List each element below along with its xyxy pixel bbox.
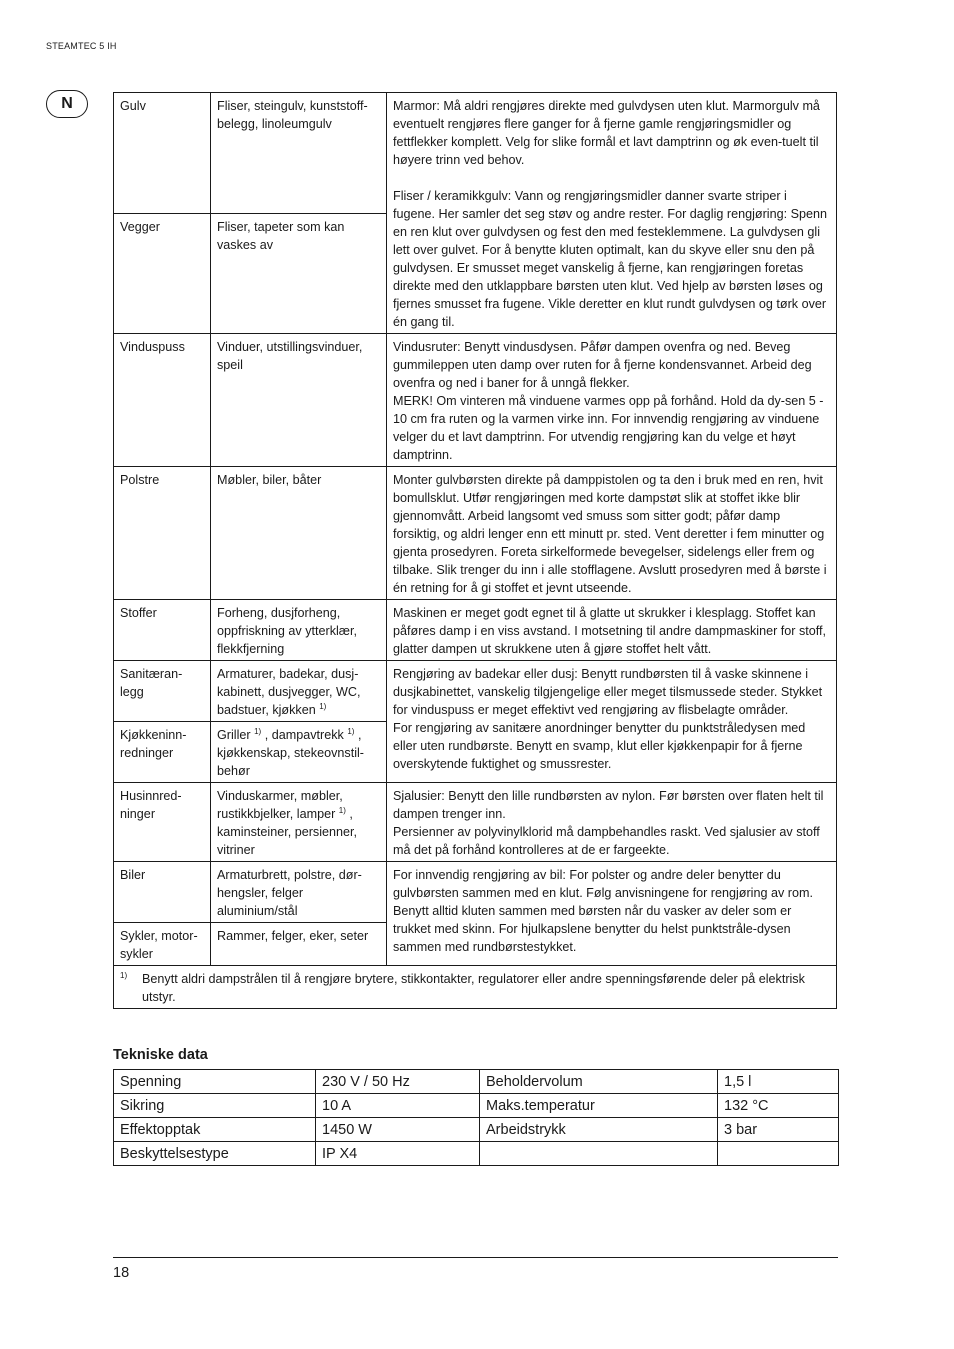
table-row	[114, 1070, 839, 1094]
footnote-ref: 1)	[254, 726, 262, 736]
footnote	[120, 970, 830, 1006]
area-cell: Biler	[114, 862, 211, 923]
notes-cell: Monter gulvbørsten direkte på damppistolen og ta den i bruk med en ren, hvit bomullsklut. Utfør rengjøringen med korte dampstøt slik at stoffet ikke blir gjennomvått. Arbeid langsomt ved smuss som sitter godt; påfør damp forsiktig, og aldri lenger enn ett minutt pr. sted. Vent deretter i fem minutter og gjenta prosedyren. Foreta sirkelformede bevegelser, sidelengs eller frem og tilbake. Slik trenger du inn i alle stofflagene. Avslutt prosedyren med å børste i én retning for å gi stoffet et jevnt utseende.	[387, 467, 837, 600]
surfaces-text: , kjøkkenskap, stekeovnstil-behør	[217, 728, 364, 778]
table-row	[114, 93, 837, 214]
notes-cell	[387, 93, 837, 334]
spec-label: Sikring	[114, 1094, 316, 1118]
footnote-ref: 1)	[319, 701, 327, 711]
note-paragraph: For rengjøring av sanitære anordninger benytter du punktstråledysen med eller uten rundbørste. Benytt en svamp, klut eller kjøkkenpapir for å fjerne overskytende fuktighet og smussrester.	[393, 721, 806, 771]
note-paragraph: MERK! Om vinteren må vinduene varmes opp på forhånd. Hold da dy-sen 5 - 10 cm fra ruten og la varmen virke inn. For innvendig rengjøring av vinduene velger du et lavt damptrinn. For utvendig rengjøring kan du velge et høyt damptrinn.	[393, 394, 824, 462]
language-badge: N	[46, 90, 88, 118]
footnote-mark: 1)	[120, 971, 128, 980]
table-row	[114, 661, 837, 722]
table-row	[114, 862, 837, 923]
spec-value: IP X4	[316, 1142, 480, 1166]
spec-label: Effektopptak	[114, 1118, 316, 1142]
surfaces-cell: Møbler, biler, båter	[211, 467, 387, 600]
surfaces-text: Vinduskarmer, møbler, rustikkbjelker, lamper	[217, 789, 343, 821]
note-paragraph: Vindusruter: Benytt vindusdysen. Påfør dampen ovenfra og ned. Beveg gummileppen uten damp over ruten for å fjerne kondensvannet. Arbeid deg ovenfra og ned i baner for å unngå flekker.	[393, 340, 812, 390]
area-cell: Kjøkkeninn-redninger	[114, 722, 211, 783]
table-row	[114, 783, 837, 862]
spec-value: 230 V / 50 Hz	[316, 1070, 480, 1094]
spec-value	[718, 1142, 839, 1166]
spec-label: Beskyttelsestype	[114, 1142, 316, 1166]
table-row	[114, 334, 837, 467]
surfaces-cell: Vinduer, utstillingsvinduer, speil	[211, 334, 387, 467]
spec-value: 10 A	[316, 1094, 480, 1118]
table-row	[114, 1142, 839, 1166]
note-paragraph: Sjalusier: Benytt den lille rundbørsten av nylon. Før børsten over flaten helt til dampen trenger inn.	[393, 789, 824, 821]
notes-cell	[387, 661, 837, 783]
cleaning-application-table	[113, 92, 837, 1009]
note-paragraph: Rengjøring av badekar eller dusj: Benytt rundbørsten til å vaske skinnene i dusjkabinettet, vanskelig tilgjengelige eller meget tilsmussede steder. Stykket for vinduspuss er meget effektivt ved rengjøring av flisbelagte områder.	[393, 667, 823, 717]
area-cell: Stoffer	[114, 600, 211, 661]
page-number: 18	[113, 1265, 130, 1281]
note-paragraph: Fliser / keramikkgulv: Vann og rengjøringsmidler danner svarte striper i fugene. Her samler det seg støv og andre rester. For daglig rengjøring: Spenn en ren klut over gulvdysen og fest den med festeklemmene. La gulvdysen gli lett over gulvet. For å benytte kluten optimalt, kan du skyve eller snu den på gulvdysen. Er smusset meget vanskelig å fjerne, kan rengjøringen foretas direkte med den utklappbare børsten uten klut. Ved hjelp av børsten løses og fjernes smusset fra fugene. Vikle deretter en klut rundt gulvdysen og tørk over én gang til.	[393, 189, 828, 329]
spec-value: 3 bar	[718, 1118, 839, 1142]
footnote-cell	[114, 966, 837, 1009]
area-cell: Vegger	[114, 213, 211, 334]
spec-label	[480, 1142, 718, 1166]
surfaces-cell	[211, 661, 387, 722]
spec-label: Beholdervolum	[480, 1070, 718, 1094]
surfaces-cell	[211, 722, 387, 783]
surfaces-text: , dampavtrekk	[264, 728, 344, 742]
spec-value: 1450 W	[316, 1118, 480, 1142]
area-cell: Sanitæran-legg	[114, 661, 211, 722]
footer-divider	[113, 1257, 838, 1258]
spec-label: Maks.temperatur	[480, 1094, 718, 1118]
spec-value: 132 °C	[718, 1094, 839, 1118]
surfaces-cell: Fliser, tapeter som kan vaskes av	[211, 213, 387, 334]
footnote-text: Benytt aldri dampstrålen til å rengjøre brytere, stikkontakter, regulatorer eller andre spenningsførende deler på elektrisk utstyr.	[142, 972, 805, 1004]
surfaces-cell: Rammer, felger, eker, seter	[211, 923, 387, 966]
surfaces-cell: Forheng, dusjforheng, oppfriskning av ytterklær, flekkfjerning	[211, 600, 387, 661]
surfaces-text: Griller	[217, 728, 251, 742]
footnote-ref: 1)	[347, 726, 355, 736]
document-title: STEAMTEC 5 IH	[46, 41, 117, 51]
notes-cell	[387, 783, 837, 862]
notes-cell: For innvendig rengjøring av bil: For polster og andre deler benytter du gulvbørsten sammen med en klut. Følg anvisningene for rengjøring av rom. Benytt alltid kluten sammen med børsten når du vasker av deler som er trukket med skinn. For hjulkapslene benytter du helst punktstråle-dysen sammen med rundbørstestykket.	[387, 862, 837, 966]
spec-label: Spenning	[114, 1070, 316, 1094]
surfaces-text: Armaturer, badekar, dusj-kabinett, dusjvegger, WC, badstuer, kjøkken	[217, 667, 361, 717]
tech-data-table	[113, 1069, 839, 1166]
tech-data-title: Tekniske data	[113, 1047, 208, 1063]
footnote-ref: 1)	[338, 805, 346, 815]
area-cell: Gulv	[114, 93, 211, 214]
area-cell: Polstre	[114, 467, 211, 600]
table-row	[114, 1118, 839, 1142]
surfaces-cell	[211, 783, 387, 862]
surfaces-text: , kaminsteiner, persienner, vitriner	[217, 807, 358, 857]
surfaces-cell: Fliser, steingulv, kunststoff-belegg, linoleumgulv	[211, 93, 387, 214]
table-row	[114, 467, 837, 600]
area-cell: Sykler, motor-sykler	[114, 923, 211, 966]
table-row	[114, 1094, 839, 1118]
table-row	[114, 600, 837, 661]
notes-cell: Maskinen er meget godt egnet til å glatte ut skrukker i klesplagg. Stoffet kan påføres damp i en viss avstand. I motsetning til andre dampmaskiner for stoff, glatter dampen ut skrukkene uten å gjøre stoffet helt vått.	[387, 600, 837, 661]
surfaces-cell: Armaturbrett, polstre, dør-hengsler, felger aluminium/stål	[211, 862, 387, 923]
footnote-row	[114, 966, 837, 1009]
area-cell: Husinnred-ninger	[114, 783, 211, 862]
note-paragraph: Persienner av polyvinylklorid må dampbehandles raskt. Ved sjalusier av stoff må det på forhånd kontrolleres at de er fargeekte.	[393, 825, 820, 857]
spec-label: Arbeidstrykk	[480, 1118, 718, 1142]
area-cell: Vinduspuss	[114, 334, 211, 467]
notes-cell	[387, 334, 837, 467]
spec-value: 1,5 l	[718, 1070, 839, 1094]
note-paragraph: Marmor: Må aldri rengjøres direkte med gulvdysen uten klut. Marmorgulv må eventuelt rengjøres flere ganger for å fjerne gamle rengjøringsmidler og fettflekker komplett. Velg for slike formål et lavt damptrinn og øk even-tuelt til høyere trinn ved behov.	[393, 99, 820, 167]
